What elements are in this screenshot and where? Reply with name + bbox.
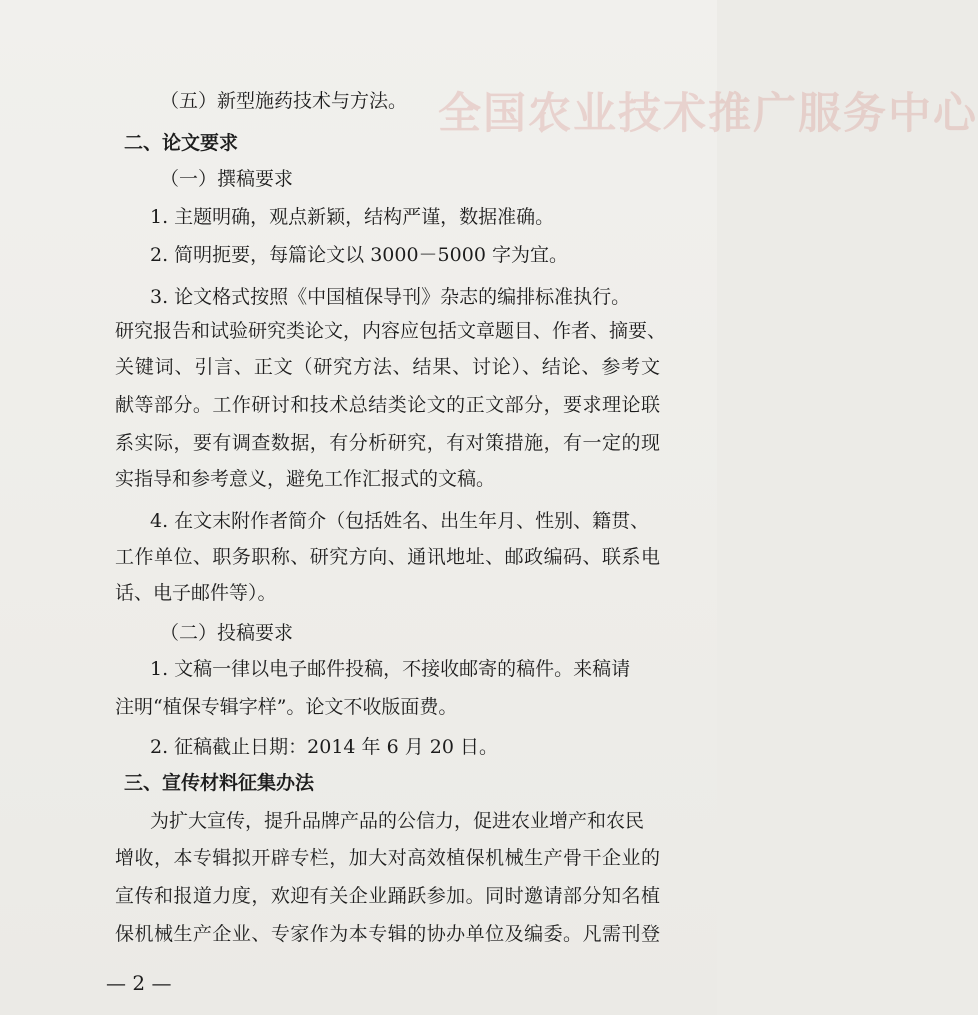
paragraph-line: 增收，本专辑拟开辟专栏，加大对高效植保机械生产骨干企业的	[115, 847, 660, 869]
paragraph-line: 宣传和报道力度，欢迎有关企业踊跃参加。同时邀请部分知名植	[115, 885, 660, 907]
paragraph-line: 保机械生产企业、专家作为本专辑的协办单位及编委。凡需刊登	[115, 923, 660, 945]
requirement-item-2: 2. 简明扼要，每篇论文以 3000－5000 字为宜。	[150, 244, 568, 266]
section-heading-promotion-materials: 三、宣传材料征集办法	[124, 772, 315, 794]
paragraph-line: 献等部分。工作研讨和技术总结类论文的正文部分，要求理论联	[115, 394, 660, 416]
requirement-item-3: 3. 论文格式按照《中国植保导刊》杂志的编排标准执行。	[150, 286, 631, 308]
subheading-writing-requirements: （一）撰稿要求	[160, 168, 294, 190]
submission-item-1: 1. 文稿一律以电子邮件投稿，不接收邮寄的稿件。来稿请	[150, 658, 631, 680]
paragraph-line: 工作单位、职务职称、研究方向、通讯地址、邮政编码、联系电	[115, 546, 660, 568]
page-number: — 2 —	[106, 971, 172, 995]
paragraph-line: 研究报告和试验研究类论文，内容应包括文章题目、作者、摘要、	[115, 320, 667, 342]
paragraph-line: 话、电子邮件等）。	[115, 582, 277, 604]
section-heading-paper-requirements: 二、论文要求	[124, 132, 239, 154]
deadline-item: 2. 征稿截止日期：2014 年 6 月 20 日。	[150, 736, 498, 758]
paragraph-line: 关键词、引言、正文（研究方法、结果、讨论）、结论、参考文	[115, 356, 660, 378]
requirement-item-4: 4. 在文末附作者简介（包括姓名、出生年月、性别、籍贯、	[150, 510, 650, 532]
item-new-spraying-tech: （五）新型施药技术与方法。	[160, 90, 408, 112]
paragraph-line: 系实际，要有调查数据，有分析研究，有对策措施，有一定的现	[115, 432, 660, 454]
requirement-item-1: 1. 主题明确，观点新颖，结构严谨，数据准确。	[150, 206, 555, 228]
red-seal-stamp: 全国农业技术推广服务中心	[438, 89, 978, 139]
subheading-submission-requirements: （二）投稿要求	[160, 622, 294, 644]
paragraph-line: 注明“植保专辑字样”。论文不收版面费。	[115, 696, 458, 718]
paragraph-line: 为扩大宣传，提升品牌产品的公信力，促进农业增产和农民	[150, 810, 645, 832]
paragraph-line: 实指导和参考意义，避免工作汇报式的文稿。	[115, 468, 496, 490]
